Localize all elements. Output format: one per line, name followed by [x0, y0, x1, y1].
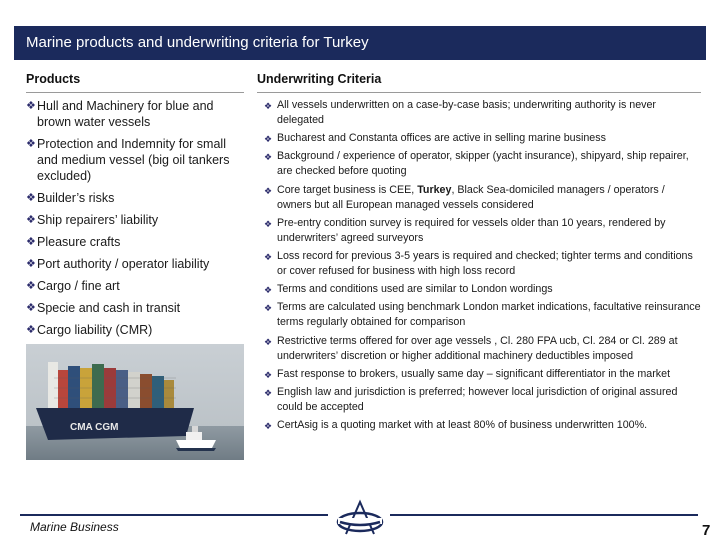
product-item: ❖ Port authority / operator liability — [26, 257, 210, 271]
container-ship-photo — [26, 344, 244, 460]
diamond-bullet-icon: ❖ — [264, 387, 273, 398]
highlight-turkey: Turkey — [417, 183, 452, 196]
criteria-item: ❖ Fast response to brokers, usually same day – significant differentiator in the market — [264, 367, 702, 382]
diamond-bullet-icon: ❖ — [26, 138, 36, 150]
criteria-item: ❖ Core target business is CEE, Turkey, Black Sea-domiciled managers / operators / owners but all European managed vessels considered — [264, 183, 665, 211]
diamond-bullet-icon: ❖ — [26, 302, 36, 314]
product-item: ❖ Pleasure crafts — [26, 235, 121, 249]
diamond-bullet-icon: ❖ — [264, 251, 273, 262]
footer-rule-left — [20, 514, 328, 516]
diamond-bullet-icon: ❖ — [264, 218, 273, 229]
diamond-bullet-icon: ❖ — [264, 336, 273, 347]
product-item: ❖ Hull and Machinery for blue and brown water vessels — [26, 99, 214, 129]
criteria-heading-rule — [257, 92, 701, 93]
product-item: ❖ Builder’s risks — [26, 191, 115, 205]
slide-title-bar — [14, 26, 706, 60]
product-item: ❖ Protection and Indemnity for small and medium vessel (big oil tankers excluded) — [26, 137, 230, 183]
criteria-item: ❖ Loss record for previous 3-5 years is required and checked; tighter terms and conditions or cover refused for business with high loss record — [264, 249, 693, 277]
page-number: 7 — [702, 522, 711, 539]
products-list — [26, 98, 244, 344]
slide-title: Marine products and underwriting criteria for Turkey — [26, 34, 369, 51]
diamond-bullet-icon: ❖ — [264, 303, 273, 314]
criteria-item: ❖ English law and jurisdiction is preferred; however local jurisdiction of original assured could be accepted — [264, 385, 678, 413]
container-ship-illustration — [26, 344, 244, 460]
products-heading-rule — [26, 92, 244, 93]
footer-label: Marine Business — [30, 520, 119, 534]
diamond-bullet-icon: ❖ — [26, 100, 36, 112]
product-item: ❖ Cargo liability (CMR) — [26, 323, 153, 337]
diamond-bullet-icon: ❖ — [26, 280, 36, 292]
product-item: ❖ Specie and cash in transit — [26, 301, 181, 315]
criteria-list — [264, 98, 702, 436]
diamond-bullet-icon: ❖ — [264, 185, 273, 196]
criteria-heading: Underwriting Criteria — [257, 72, 382, 86]
diamond-bullet-icon: ❖ — [26, 258, 36, 270]
diamond-bullet-icon: ❖ — [26, 192, 36, 204]
criteria-item: ❖ Terms are calculated using benchmark London market indications, facultative reinsurance terms regularly obtained for comparison — [264, 301, 701, 329]
criteria-item: ❖ All vessels underwritten on a case-by-case basis; underwriting authority is never delegated — [264, 99, 656, 126]
products-heading: Products — [26, 72, 81, 86]
diamond-bullet-icon: ❖ — [264, 421, 273, 432]
diamond-bullet-icon: ❖ — [26, 214, 36, 226]
ship-hull-lettering: CMA CGM — [70, 422, 119, 433]
company-logo-icon — [334, 498, 386, 538]
product-item: ❖ Cargo / fine art — [26, 279, 120, 293]
criteria-item: ❖ Bucharest and Constanta offices are active in selling marine business — [264, 131, 702, 146]
diamond-bullet-icon: ❖ — [264, 285, 273, 296]
footer-rule-right — [390, 514, 698, 516]
diamond-bullet-icon: ❖ — [264, 369, 273, 380]
criteria-item: ❖ Terms and conditions used are similar to London wordings — [264, 282, 702, 297]
criteria-item: ❖ CertAsig is a quoting market with at least 80% of business underwritten 100%. — [264, 418, 702, 433]
diamond-bullet-icon: ❖ — [26, 236, 36, 248]
diamond-bullet-icon: ❖ — [26, 324, 36, 336]
criteria-item: ❖ Restrictive terms offered for over age vessels , Cl. 280 FPA ucb, Cl. 284 or Cl. 289 at underwriters’ discretion or higher additional machinery deductibles imposed — [264, 334, 678, 362]
criteria-item: ❖ Background / experience of operator, skipper (yacht insurance), shipyard, ship repairer, are checked before quoting — [264, 150, 689, 178]
diamond-bullet-icon: ❖ — [264, 152, 273, 163]
product-item: ❖ Ship repairers’ liability — [26, 213, 159, 227]
diamond-bullet-icon: ❖ — [264, 101, 273, 111]
diamond-bullet-icon: ❖ — [264, 134, 273, 145]
criteria-item: ❖ Pre-entry condition survey is required for vessels older than 10 years, rendered by underwriters’ agreed surveyors — [264, 216, 666, 244]
